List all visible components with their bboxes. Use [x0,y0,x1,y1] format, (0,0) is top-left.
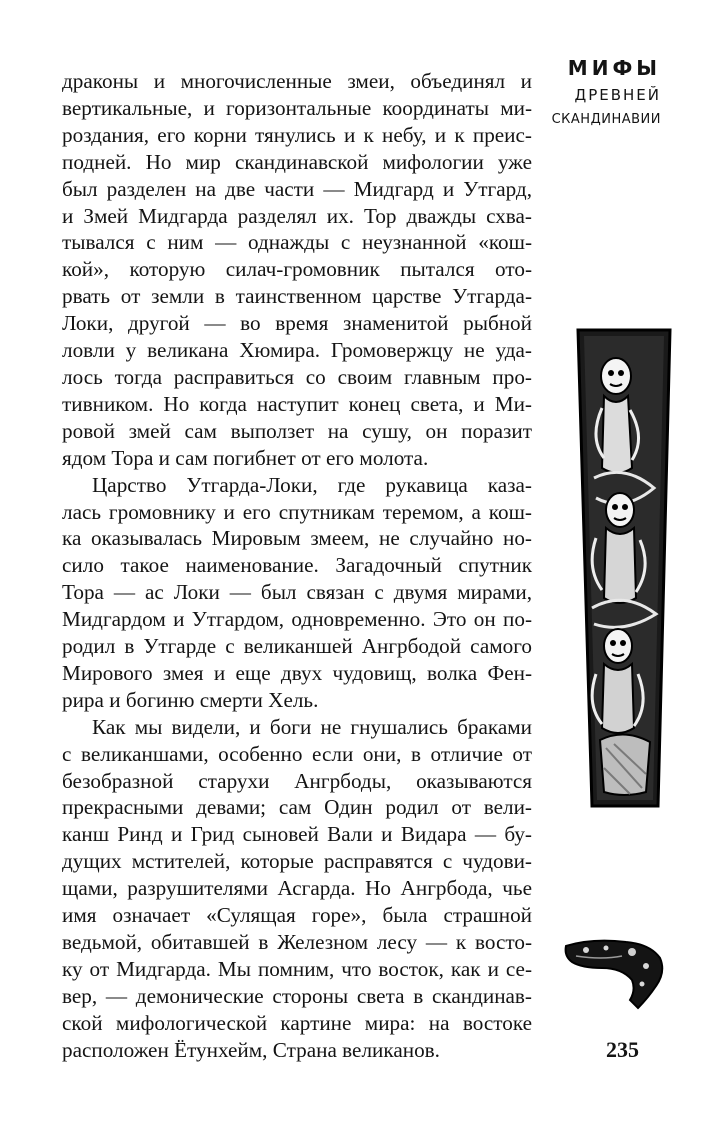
paragraph-2 [62,472,532,714]
page-number: 235 [606,1037,639,1062]
text-line: ровой змей сам выползет на сушу, он поразит [62,418,532,443]
text-line: ку от Мидгарда. Мы помним, что восток, как и се- [62,956,532,981]
text-line: щами, разрушителями Асгарда. Но Ангрбода, чье [62,876,532,901]
text-line: Как мы видели, и боги не гнушались браками [92,714,532,739]
header-title-line-1: МИФЫ [567,56,661,80]
text-line: Мидгардом и Утгардом, одновременно. Это он по- [62,607,532,632]
text-line: дущих мстителей, которые расправятся с чудови- [62,849,532,874]
text-line: ядом Тора и сам погибнет от его молота. [62,445,429,470]
text-line: драконы и многочисленные змеи, объединял и [62,69,532,93]
text-line: безобразной старухи Ангрбоды, оказываются [62,768,532,793]
text-line: вер, — демонические стороны света в скандинав- [62,983,532,1008]
text-line: был разделен на две части — Мидгард и Утгард, [62,176,532,201]
viking-amulet-icon [562,938,666,1010]
text-line: лось тогда расправиться со своим главным про- [62,364,532,389]
text-line: тывался с ним — однажды с неузнанной «кош- [62,230,532,255]
header-title-line-3: СКАНДИНАВИИ [551,112,661,127]
text-line: и Змей Мидгарда разделял их. Тор дважды схва- [62,203,532,228]
text-line: ловли у великана Хюмира. Громовержцу не уда- [62,338,532,363]
text-line: ской мифологической картине мира: на востоке [62,1010,532,1035]
text-line: расположен Ётунхейм, Страна великанов. [62,1037,440,1062]
text-line: ка оказывалась Мировым змеем, не случайно но- [62,526,532,551]
paragraph-1 [62,68,532,472]
text-line: кой», которую силач-громовник пытался ото- [62,257,532,282]
text-line: имя означает «Сулящая горе», была страшной [62,903,532,928]
text-line: прекрасными девами; сам Один родил от вели- [62,795,532,820]
text-line: рира и богиню смерти Хель. [62,687,319,712]
paragraph-3 [62,714,532,1064]
text-line: вертикальные, и горизонтальные координаты ми- [62,95,532,120]
runestone-carving-icon [574,328,674,808]
text-line: Тора — ас Локи — был связан с двумя мирами, [62,580,532,605]
text-line: Царство Утгарда-Локи, где рукавица каза- [92,472,532,497]
text-line: сило такое наименование. Загадочный спутник [62,553,532,578]
text-line: лась громовнику и его спутникам теремом, а кош- [62,499,532,524]
header-title-line-2: ДРЕВНЕЙ [574,86,661,104]
running-header [552,56,661,127]
text-line: рвать от земли в таинственном царстве Утгарда- [62,284,532,309]
body-text [62,68,532,1064]
text-line: ведьмой, обитавшей в Железном лесу — к восто- [62,930,532,954]
text-line: с великаншами, особенно если они, в отличие от [62,741,532,766]
text-line: канш Ринд и Грид сыновей Вали и Видара — бу- [62,822,532,847]
text-line: тивником. Но когда наступит конец света, и Ми- [62,391,532,416]
text-line: роздания, его корни тянулись и к небу, и к преис- [62,122,532,147]
text-line: родил в Утгарде с великаншей Ангрбодой самого [62,634,532,659]
text-line: Локи, другой — во время знаменитой рыбной [62,311,532,336]
text-line: подней. Но мир скандинавской мифологии уже [62,149,532,174]
text-line: Мирового змея и еще двух чудовищ, волка Фен- [62,660,532,685]
